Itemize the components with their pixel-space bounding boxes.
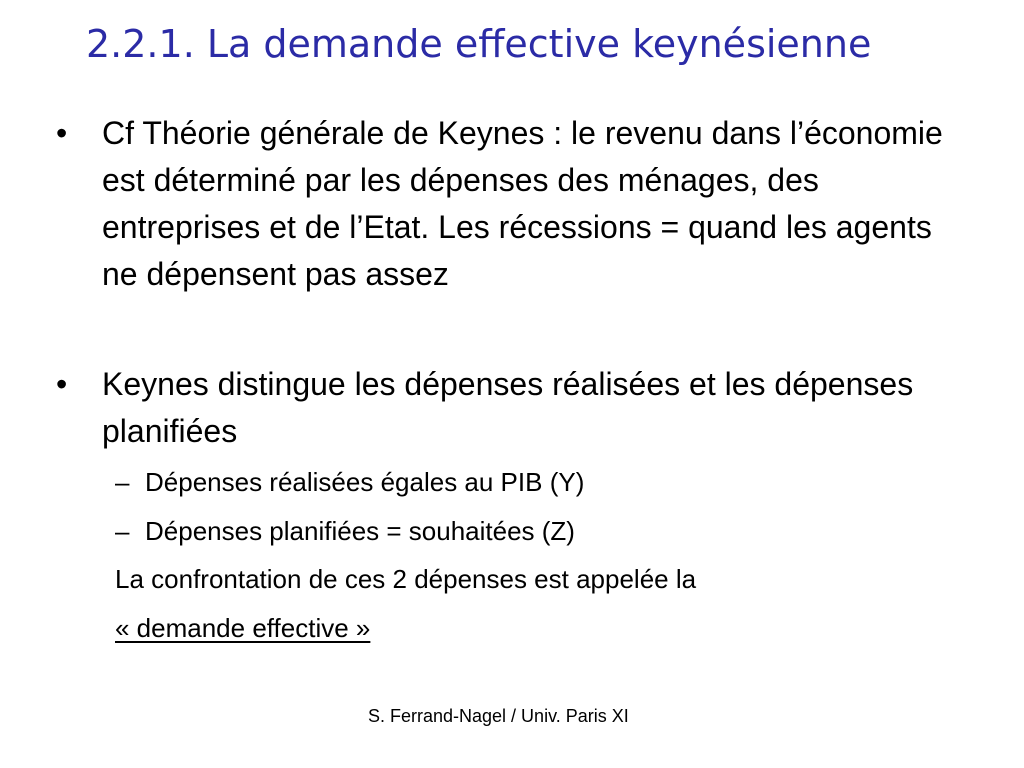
sub-bullet-marker: – [115, 467, 130, 497]
sub-bullet-item [115, 464, 584, 500]
sub-bullet-text: Dépenses planifiées = souhaitées (Z) [145, 516, 575, 546]
sub-bullet-item [115, 513, 575, 549]
sub-bullet-text: Dépenses réalisées égales au PIB (Y) [145, 467, 585, 497]
bullet-text: Cf Théorie générale de Keynes : le revenu dans l’économie est déterminé par les dépenses des ménages, des entreprises et de l’Etat. Les récessions = quand les agents ne dépensent pas assez [102, 115, 943, 292]
bullet-item [56, 110, 956, 298]
sub-bullet-marker: – [115, 516, 130, 546]
closing-text-line: La confrontation de ces 2 dépenses est appelée la [115, 564, 697, 594]
slide-title: 2.2.1. La demande effective keynésienne [86, 22, 872, 66]
bullet-text: Keynes distingue les dépenses réalisées et les dépenses planifiées [102, 366, 914, 449]
bullet-marker: • [56, 366, 68, 402]
demande-effective-term: « demande effective » [115, 613, 371, 643]
bullet-item [56, 361, 956, 455]
slide-footer: S. Ferrand-Nagel / Univ. Paris XI [368, 706, 629, 726]
bullet-marker: • [56, 115, 68, 151]
